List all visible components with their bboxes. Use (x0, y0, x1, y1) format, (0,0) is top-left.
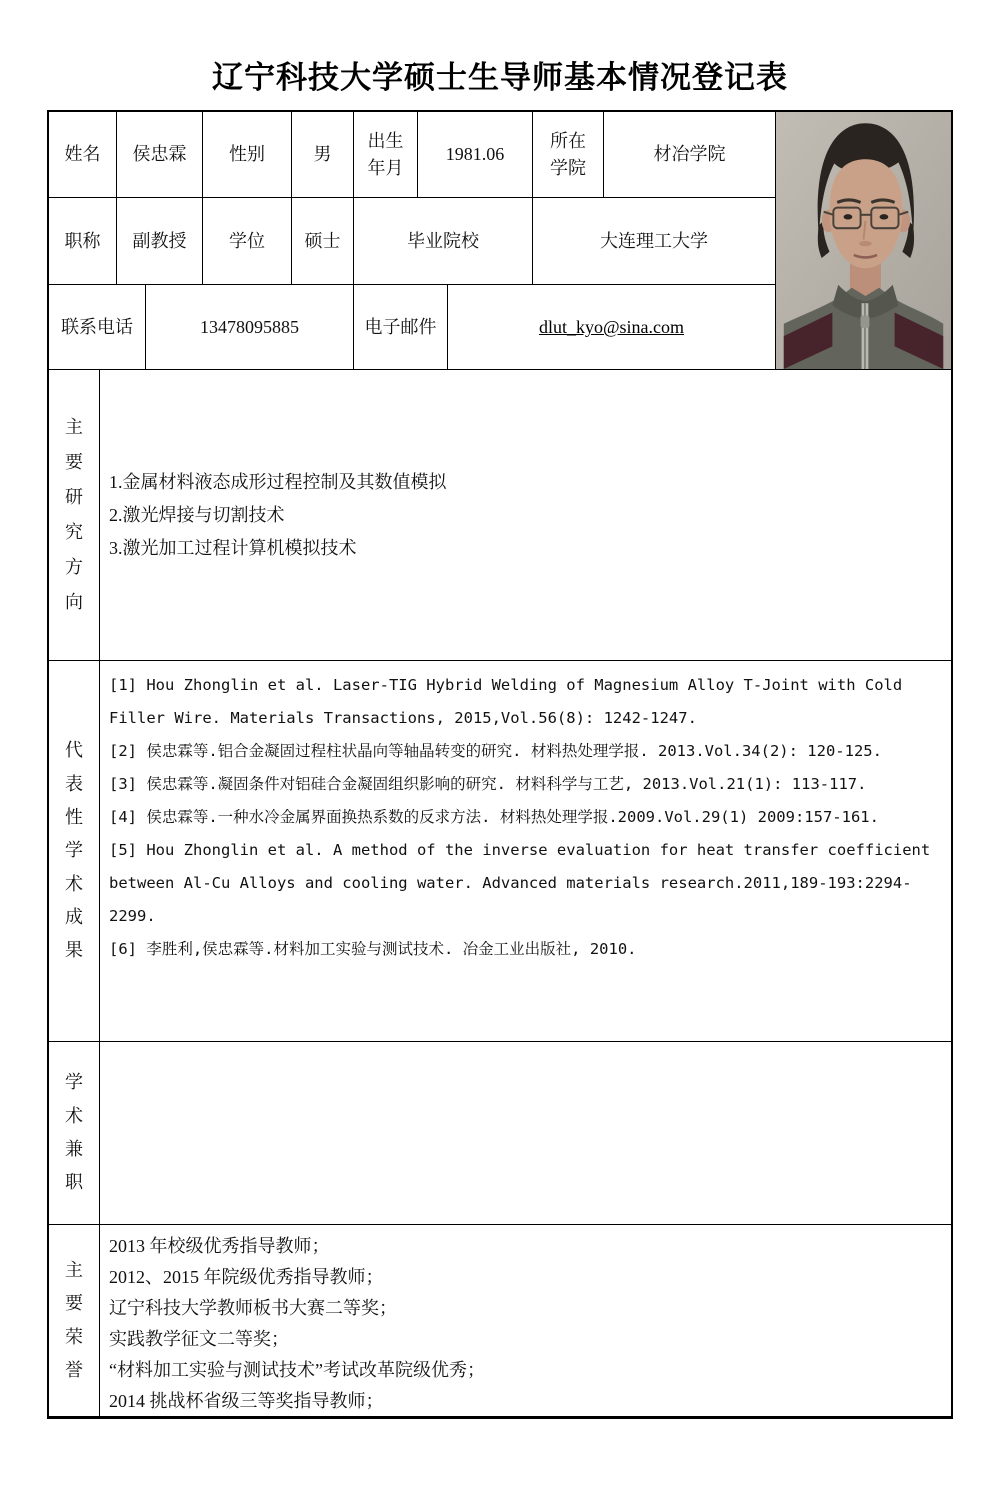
alma-mater-label: 毕业院校 (354, 198, 532, 284)
name-value: 侯忠霖 (117, 112, 202, 197)
achievements-section-label: 代表性学术成果 (49, 661, 99, 1041)
section-research (49, 369, 951, 660)
research-item: 1.金属材料液态成形过程控制及其数值模拟 (109, 471, 447, 492)
research-content (100, 370, 951, 660)
gender-label: 性别 (203, 112, 291, 197)
college-value: 材冶学院 (604, 112, 775, 197)
section-academic-posts (49, 1041, 951, 1224)
section-honors (49, 1224, 951, 1416)
birth-label: 出生年月 (354, 112, 417, 197)
portrait-photo (776, 112, 951, 369)
achievements-content (100, 661, 951, 1041)
alma-mater-value: 大连理工大学 (533, 198, 775, 284)
honor-item: 实践教学征文二等奖； (109, 1329, 289, 1349)
section-achievements (49, 660, 951, 1041)
photo-cell (776, 112, 951, 369)
publication-item: [5] Hou Zhonglin et al. A method of the inverse evaluation for heat transfer coefficient between Al-Cu Alloys and cooling water. Advanced materials research.2011,189-193:2294-2299. (109, 841, 931, 925)
publication-item: [2] 侯忠霖等.铝合金凝固过程柱状晶向等轴晶转变的研究. 材料热处理学报. 2013.Vol.34(2): 120-125. (109, 742, 882, 760)
research-item: 3.激光加工过程计算机模拟技术 (109, 537, 357, 558)
publication-item: [1] Hou Zhonglin et al. Laser-TIG Hybrid Welding of Magnesium Alloy T-Joint with Cold Filler Wire. Materials Transactions, 2015,Vol.56(8): 1242-1247. (109, 676, 903, 727)
email-label: 电子邮件 (354, 285, 447, 369)
research-section-label: 主要研究方向 (49, 370, 99, 660)
honors-section-label: 主要荣誉 (49, 1225, 99, 1416)
page-title: 辽宁科技大学硕士生导师基本情况登记表 (212, 60, 788, 95)
email-cell (448, 285, 775, 369)
prof-title-value: 副教授 (117, 198, 202, 284)
name-label: 姓名 (49, 112, 116, 197)
gender-value: 男 (292, 112, 353, 197)
honors-content (100, 1225, 951, 1416)
publication-item: [6] 李胜利,侯忠霖等.材料加工实验与测试技术. 冶金工业出版社, 2010. (109, 940, 637, 958)
research-item: 2.激光焊接与切割技术 (109, 504, 285, 525)
publication-item: [3] 侯忠霖等.凝固条件对铝硅合金凝固组织影响的研究. 材料科学与工艺, 2013.Vol.21(1): 113-117. (109, 775, 867, 793)
honor-item: “材料加工实验与测试技术”考试改革院级优秀； (109, 1360, 485, 1380)
degree-label: 学位 (203, 198, 291, 284)
honor-item: 辽宁科技大学教师板书大赛二等奖； (109, 1298, 397, 1318)
degree-value: 硕士 (292, 198, 353, 284)
prof-title-label: 职称 (49, 198, 116, 284)
phone-label: 联系电话 (49, 285, 145, 369)
honor-item: 2012、2015 年院级优秀指导教师； (109, 1267, 384, 1287)
birth-value: 1981.06 (418, 112, 532, 197)
academic-posts-content (100, 1042, 951, 1224)
form-table (47, 110, 953, 1419)
basic-info-grid (49, 112, 951, 369)
phone-value: 13478095885 (146, 285, 353, 369)
publication-item: [4] 侯忠霖等.一种水冷金属界面换热系数的反求方法. 材料热处理学报.2009.Vol.29(1) 2009:157-161. (109, 808, 879, 826)
honor-item: 2013 年校级优秀指导教师； (109, 1236, 330, 1256)
academic-posts-section-label: 学术兼职 (49, 1042, 99, 1224)
college-label: 所在学院 (533, 112, 603, 197)
email-link[interactable]: dlut_kyo@sina.com (538, 316, 685, 337)
honor-item: 2014 挑战杯省级三等奖指导教师； (109, 1391, 384, 1411)
